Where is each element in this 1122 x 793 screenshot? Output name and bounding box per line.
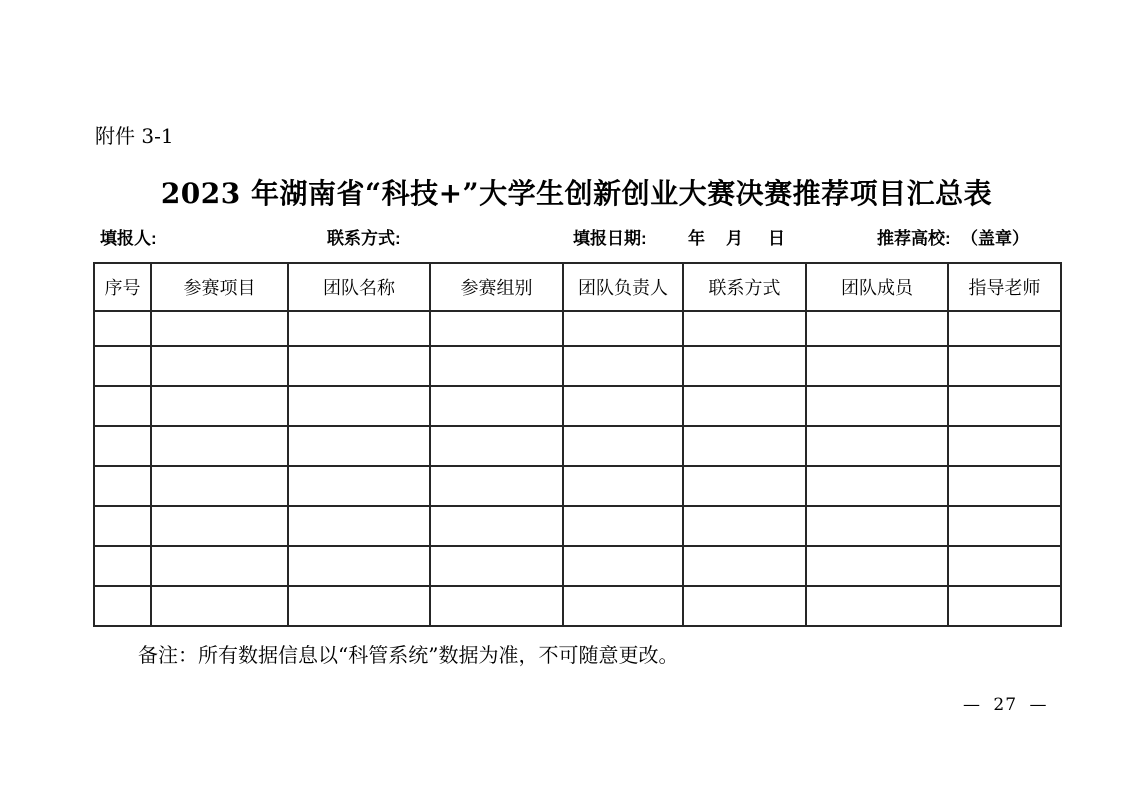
empty-cell	[563, 466, 683, 506]
empty-cell	[430, 346, 563, 386]
empty-cell	[683, 346, 806, 386]
fill-date-label: 填报日期:	[573, 229, 647, 248]
empty-cell	[288, 586, 430, 626]
empty-cell	[683, 311, 806, 346]
table-row	[94, 426, 1061, 466]
column-header-project: 参赛项目	[151, 263, 288, 311]
empty-cell	[806, 346, 948, 386]
table-header-row	[94, 263, 1061, 311]
empty-cell	[151, 346, 288, 386]
column-header-members: 团队成员	[806, 263, 948, 311]
empty-cell	[288, 311, 430, 346]
summary-table	[93, 262, 1062, 627]
empty-cell	[430, 386, 563, 426]
empty-cell	[288, 466, 430, 506]
empty-cell	[948, 346, 1061, 386]
empty-cell	[430, 466, 563, 506]
empty-cell	[94, 586, 151, 626]
page-title: 2023 年湖南省“科技+”大学生创新创业大赛决赛推荐项目汇总表	[160, 177, 993, 210]
empty-cell	[806, 466, 948, 506]
empty-cell	[151, 311, 288, 346]
recommending-school-label: 推荐高校:	[877, 229, 951, 248]
empty-cell	[430, 546, 563, 586]
contact-label: 联系方式:	[327, 229, 401, 248]
table-row	[94, 311, 1061, 346]
empty-cell	[948, 506, 1061, 546]
empty-cell	[430, 311, 563, 346]
preparer-label: 填报人:	[100, 229, 157, 248]
empty-cell	[151, 546, 288, 586]
empty-cell	[94, 386, 151, 426]
empty-cell	[948, 586, 1061, 626]
empty-cell	[948, 546, 1061, 586]
empty-cell	[151, 426, 288, 466]
empty-cell	[151, 506, 288, 546]
empty-cell	[151, 386, 288, 426]
empty-cell	[94, 546, 151, 586]
seal-label: （盖章）	[961, 229, 1029, 248]
page-number: — 27 —	[963, 695, 1048, 715]
empty-cell	[806, 586, 948, 626]
empty-cell	[151, 466, 288, 506]
empty-cell	[806, 311, 948, 346]
empty-cell	[94, 426, 151, 466]
empty-cell	[683, 586, 806, 626]
empty-cell	[806, 506, 948, 546]
table-row	[94, 506, 1061, 546]
empty-cell	[94, 466, 151, 506]
column-header-advisor: 指导老师	[948, 263, 1061, 311]
empty-cell	[948, 386, 1061, 426]
empty-cell	[430, 586, 563, 626]
table-row	[94, 546, 1061, 586]
empty-cell	[806, 386, 948, 426]
empty-cell	[948, 466, 1061, 506]
empty-cell	[563, 506, 683, 546]
empty-cell	[806, 546, 948, 586]
empty-cell	[563, 311, 683, 346]
empty-cell	[563, 426, 683, 466]
empty-cell	[151, 586, 288, 626]
column-header-contact: 联系方式	[683, 263, 806, 311]
empty-cell	[563, 346, 683, 386]
empty-cell	[948, 426, 1061, 466]
table-body	[94, 311, 1061, 626]
empty-cell	[948, 311, 1061, 346]
empty-cell	[288, 346, 430, 386]
table-row	[94, 586, 1061, 626]
empty-cell	[683, 386, 806, 426]
empty-cell	[94, 311, 151, 346]
attachment-label: 附件 3-1	[95, 124, 174, 148]
empty-cell	[288, 506, 430, 546]
column-header-group: 参赛组别	[430, 263, 563, 311]
remark-note: 备注：所有数据信息以“科管系统”数据为准，不可随意更改。	[138, 643, 679, 667]
empty-cell	[94, 506, 151, 546]
empty-cell	[94, 346, 151, 386]
table-row	[94, 346, 1061, 386]
empty-cell	[683, 466, 806, 506]
empty-cell	[288, 386, 430, 426]
day-label: 日	[768, 229, 785, 248]
month-label: 月	[726, 229, 743, 248]
empty-cell	[288, 426, 430, 466]
empty-cell	[683, 546, 806, 586]
empty-cell	[430, 426, 563, 466]
column-header-index: 序号	[94, 263, 151, 311]
table-row	[94, 466, 1061, 506]
empty-cell	[683, 426, 806, 466]
column-header-leader: 团队负责人	[563, 263, 683, 311]
empty-cell	[430, 506, 563, 546]
empty-cell	[563, 586, 683, 626]
table-row	[94, 386, 1061, 426]
year-label: 年	[688, 229, 705, 248]
empty-cell	[288, 546, 430, 586]
empty-cell	[563, 386, 683, 426]
empty-cell	[563, 546, 683, 586]
column-header-team-name: 团队名称	[288, 263, 430, 311]
empty-cell	[683, 506, 806, 546]
empty-cell	[806, 426, 948, 466]
